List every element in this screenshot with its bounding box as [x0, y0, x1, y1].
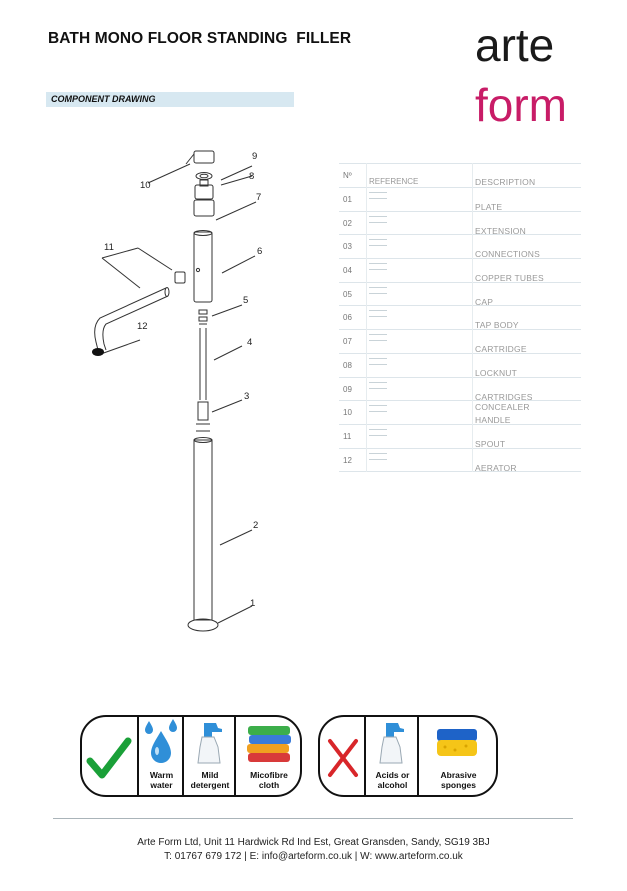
callout-11: 11 [104, 242, 114, 253]
row-description: PLATE [475, 202, 503, 212]
exploded-view-svg [90, 140, 290, 640]
green-check-icon [82, 717, 137, 795]
do-cell [82, 717, 137, 795]
locknut-part [196, 173, 212, 180]
reference-blank [369, 453, 387, 454]
table-row [339, 378, 581, 412]
row-number: 09 [343, 384, 352, 394]
column-divider [472, 163, 473, 472]
table-row [339, 354, 581, 378]
label-line: water [150, 780, 173, 790]
reference-blank [369, 269, 387, 270]
label-line: alcohol [377, 780, 408, 790]
footer-contact: T: 01767 679 172 | E: info@arteform.co.uk | W: www.arteform.co.uk [164, 851, 463, 862]
table-row [339, 425, 581, 449]
tap-body-part [194, 232, 212, 302]
reference-blank [369, 287, 387, 288]
reference-blank [369, 435, 387, 436]
table-row [339, 306, 581, 330]
reference-blank [369, 429, 387, 430]
label-line: sponges [441, 780, 476, 790]
handle-part [194, 151, 214, 163]
row-number: 08 [343, 360, 352, 370]
care-label [184, 770, 236, 790]
callout-9: 9 [252, 151, 258, 162]
reference-blank [369, 198, 387, 199]
reference-blank [369, 334, 387, 335]
table-row [339, 449, 581, 473]
cartridge-part [195, 185, 213, 199]
water-drops-icon [139, 717, 184, 767]
reference-blank [369, 263, 387, 264]
row-number: 11 [343, 431, 352, 441]
row-number: 01 [343, 195, 352, 204]
care-label [366, 770, 419, 790]
reference-blank [369, 310, 387, 311]
label-line: Warm [149, 770, 174, 780]
row-number: 05 [343, 289, 352, 299]
table-row [339, 212, 581, 236]
row-description: AERATOR [475, 462, 517, 473]
cap-part [199, 310, 207, 314]
label-line: Mild [201, 770, 219, 780]
table-row [339, 259, 581, 283]
dont-cell [320, 717, 364, 795]
spray-bottle-icon [184, 717, 236, 767]
table-row [339, 283, 581, 307]
care-item-abrasive-sponges [417, 717, 498, 795]
section-bar: COMPONENT DRAWING [46, 92, 294, 107]
plate-part [188, 619, 218, 631]
footer-address: Arte Form Ltd, Unit 11 Hardwick Rd Ind Est, Great Gransden, Sandy, SG19 3BJ [137, 837, 490, 848]
label-line: detergent [190, 780, 230, 790]
header-number: Nº [343, 171, 352, 180]
row-number: 06 [343, 313, 352, 323]
row-number: 12 [343, 455, 352, 465]
spray-bottle-icon [366, 717, 419, 767]
care-do-panel [80, 715, 302, 797]
table-row [339, 235, 581, 259]
reference-blank [369, 239, 387, 240]
callout-7: 7 [256, 192, 262, 203]
connection-part [175, 272, 185, 283]
reference-blank [369, 293, 387, 294]
spout-part [95, 288, 166, 350]
callout-3: 3 [244, 391, 250, 402]
reference-blank [369, 316, 387, 317]
reference-blank [369, 245, 387, 246]
care-item-microfibre-cloth [234, 717, 302, 795]
care-item-warm-water [137, 717, 184, 795]
reference-blank [369, 405, 387, 406]
row-description: SPOUT [475, 438, 506, 449]
care-dont-panel [318, 715, 498, 797]
reference-blank [369, 358, 387, 359]
label-line: Micofibre [250, 770, 288, 780]
row-description: LOCKNUT [475, 367, 518, 378]
callout-6: 6 [257, 246, 263, 257]
row-number: 07 [343, 337, 352, 347]
label-line: Acids or [375, 770, 410, 780]
label-line: cloth [258, 780, 280, 790]
callout-8: 8 [249, 171, 255, 182]
care-item-mild-detergent [182, 717, 236, 795]
callout-4: 4 [247, 337, 253, 348]
callout-2: 2 [253, 520, 259, 531]
red-cross-icon [320, 717, 364, 795]
row-description: CARTRIDGES CONCEALER [475, 391, 533, 412]
row-description: EXTENSION [475, 225, 526, 236]
connections-part [198, 402, 208, 420]
reference-blank [369, 364, 387, 365]
parts-table [339, 163, 581, 472]
label-line: Abrasive [440, 770, 477, 780]
reference-blank [369, 459, 387, 460]
care-label [139, 770, 184, 790]
callout-5: 5 [243, 295, 249, 306]
care-item-acids-alcohol [364, 717, 419, 795]
cloth-stack-icon [236, 717, 302, 767]
handle-lever [186, 154, 194, 164]
reference-blank [369, 382, 387, 383]
row-description: CARTRIDGE [475, 344, 527, 355]
footer-divider [53, 818, 573, 819]
reference-blank [369, 411, 387, 412]
care-label [236, 770, 302, 790]
row-description: TAP BODY [475, 320, 519, 331]
component-drawing [90, 140, 290, 640]
row-description: COPPER TUBES [475, 273, 544, 284]
row-description: CAP [475, 296, 494, 307]
table-header-row [339, 163, 581, 188]
sponge-icon [419, 717, 498, 767]
table-row [339, 188, 581, 212]
reference-blank [369, 192, 387, 193]
callout-1: 1 [250, 598, 256, 609]
header-description: DESCRIPTION [475, 177, 536, 187]
reference-blank [369, 216, 387, 217]
row-number: 10 [343, 408, 352, 418]
callout-10: 10 [140, 180, 151, 191]
column-divider [366, 163, 367, 472]
care-label [419, 770, 498, 790]
header-reference: REFERENCE [369, 177, 419, 186]
callout-12: 12 [137, 321, 148, 332]
row-number: 04 [343, 266, 352, 276]
reference-blank [369, 388, 387, 389]
row-description: CONNECTIONS [475, 249, 541, 260]
logo-arte: arte [475, 19, 555, 71]
table-row [339, 401, 581, 425]
extension-part [194, 440, 212, 620]
row-description: HANDLE [475, 415, 511, 426]
aerator-part [92, 348, 104, 356]
row-number: 02 [343, 218, 352, 228]
table-row [339, 330, 581, 354]
reference-blank [369, 222, 387, 223]
reference-blank [369, 340, 387, 341]
row-number: 03 [343, 242, 352, 252]
document-title: BATH MONO FLOOR STANDING FILLER [48, 30, 352, 47]
logo-form: form [475, 79, 567, 131]
